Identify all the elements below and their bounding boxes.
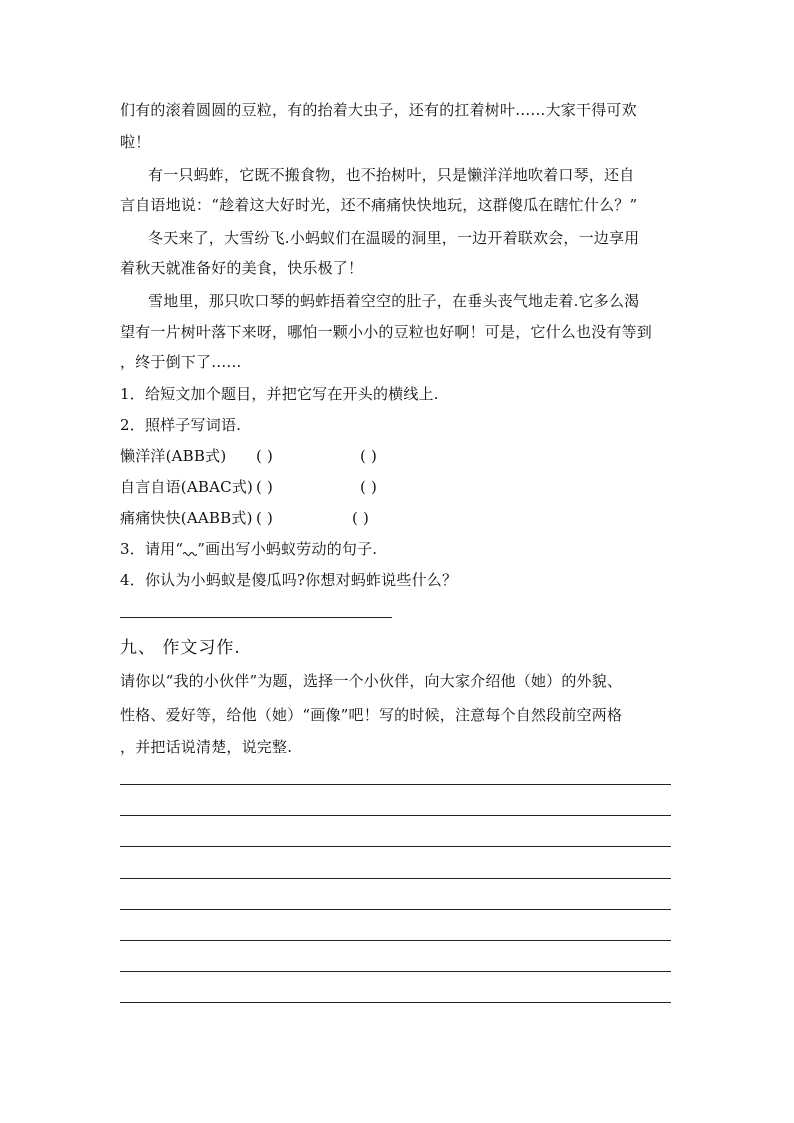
question-3-prefix: 3．请用“ [120, 540, 184, 558]
paragraph-2-line-2: 言自语地说：“趁着这大好时光，还不痛痛快快地玩，这群傻瓜在瞎忙什么？” [120, 196, 638, 214]
pattern-label: 痛痛快快(AABB式) [120, 509, 253, 527]
word-pattern-row-abb [120, 446, 377, 466]
passage-line-1: 们有的滚着圆圆的豆粒，有的抬着大虫子，还有的扛着树叶……大家干得可欢 [120, 101, 637, 119]
answer-blank[interactable]: ( ) [360, 478, 378, 496]
wavy-underline-icon [183, 548, 197, 556]
paragraph-3-line-2: 着秋天就准备好的美食，快乐极了！ [120, 259, 364, 277]
pattern-label: 懒洋洋(ABB式) [120, 447, 227, 465]
composition-prompt-line-1: 请你以“我的小伙伴”为题，选择一个小伙伴，向大家介绍他（她）的外貌、 [120, 672, 623, 690]
paragraph-4-line-2: 望有一片树叶落下来呀，哪怕一颗小小的豆粒也好啊！可是，它什么也没有等到 [120, 323, 653, 341]
question-1: 1．给短文加个题目，并把它写在开头的横线上. [120, 385, 439, 403]
paragraph-2-line-1: 有一只蚂蚱，它既不搬食物，也不抬树叶，只是懒洋洋地吹着口琴，还自 [148, 166, 635, 184]
question-3 [120, 539, 377, 559]
writing-line[interactable] [120, 940, 671, 941]
writing-line[interactable] [120, 1002, 671, 1003]
answer-blank[interactable]: ( ) [256, 478, 274, 496]
writing-line[interactable] [120, 878, 671, 879]
writing-line[interactable] [120, 909, 671, 910]
writing-line[interactable] [120, 846, 671, 847]
word-pattern-row-aabb [120, 508, 369, 528]
question-2: 2．照样子写词语. [120, 416, 242, 434]
answer-blank[interactable]: ( ) [256, 447, 274, 465]
question-4: 4．你认为小蚂蚁是傻瓜吗?你想对蚂蚱说些什么？ [120, 571, 458, 589]
writing-line[interactable] [120, 971, 671, 972]
paragraph-3-line-1: 冬天来了，大雪纷飞.小蚂蚁们在温暖的洞里，一边开着联欢会，一边享用 [148, 229, 640, 247]
answer-blank[interactable]: ( ) [256, 509, 274, 527]
answer-blank[interactable]: ( ) [352, 509, 370, 527]
pattern-label: 自言自语(ABAC式) [120, 478, 254, 496]
passage-line-2: 啦！ [120, 133, 151, 151]
section-9-heading: 九、 作文习作. [120, 638, 241, 658]
composition-prompt-line-2: 性格、爱好等，给他（她）“画像”吧！写的时候，注意每个自然段前空两格 [120, 706, 623, 724]
word-pattern-row-abac [120, 477, 377, 497]
paragraph-4-line-1: 雪地里，那只吹口琴的蚂蚱捂着空空的肚子，在垂头丧气地走着.它多么渴 [148, 292, 640, 310]
answer-blank[interactable]: ( ) [360, 447, 378, 465]
composition-prompt-line-3: ，并把话说清楚，说完整. [120, 738, 293, 756]
writing-line[interactable] [120, 784, 671, 785]
answer-line[interactable] [120, 617, 392, 618]
writing-line[interactable] [120, 815, 671, 816]
question-3-suffix: ”画出写小蚂蚁劳动的句子. [197, 540, 378, 558]
paragraph-4-line-3: ，终于倒下了…… [120, 353, 242, 371]
